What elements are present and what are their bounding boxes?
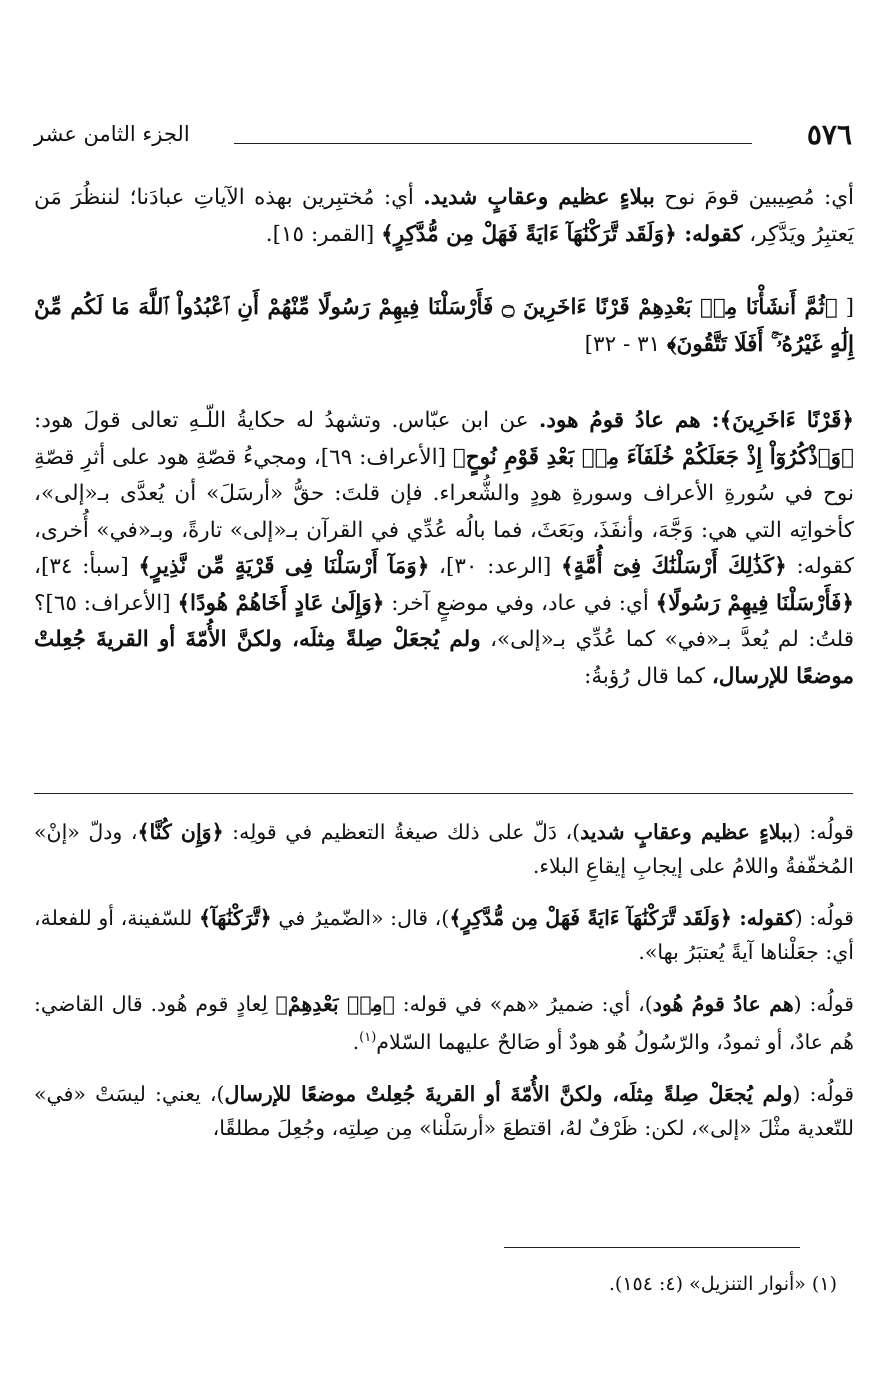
text: [الأعراف: ٦٥]؟ قلتُ: لم يُعدَّ بـ«في» كما عُدِّي بـ«إلى»،	[34, 590, 854, 652]
text: للسّفينة، أو للفعلة، أي: جعَلْناها آيةً يُعتبَرُ بها».	[34, 906, 854, 964]
page-header	[34, 118, 852, 158]
footnote-ref[interactable]: (١)	[359, 1030, 377, 1045]
quran-quote: ﴿وَلَقَد تَّرَكْنَٰهَآ ءَايَةً فَهَلْ مِن مُّدَّكِرٍ﴾	[449, 906, 732, 930]
bracket: [	[837, 295, 854, 320]
footnote: (١) «أنوار التنزيل» (٤: ١٥٤).	[608, 1273, 837, 1295]
quran-quote: ﴿وَإِن كُنَّا﴾	[137, 820, 224, 844]
citation: [الرعد: ٣٠]،	[429, 554, 561, 579]
quran-quote: ﴿وَمَآ أَرْسَلْنَا فِى قَرْيَةٍ مِّن نَّذِيرٍ﴾	[138, 554, 430, 579]
text: قولُه: (	[792, 820, 854, 844]
bold-phrase: ببلاءٍ عظيم وعقابٍ شديد.	[423, 185, 655, 210]
main-paragraph-2	[34, 403, 854, 695]
bold-phrase: ولم يُجعَلْ صِلةً مِثلَه، ولكنَّ الأُمّةَ أو القريةَ جُعِلتْ موضعًا للإرسال	[224, 1081, 793, 1106]
verse-range: ٣١ - ٣٢]	[584, 331, 668, 357]
text: كما قال رُؤبةُ:	[584, 663, 712, 689]
text: )، يعني: ليسَتْ «في» للتّعدية مثْلَ «إلى»، لكن: ظَرْفٌ لهُ، اقتطعَ «أرسَلْنا» مِن صِلتِه، وجُعِلَ مطلقًا،	[34, 1081, 854, 1140]
commentary-note-4	[34, 1077, 854, 1145]
quran-quote: ﴿وَلَقَد تَّرَكْنَٰهَآ ءَايَةً فَهَلْ مِن مُّدَّكِرٍ﴾	[381, 221, 685, 247]
text: قولُه: (	[794, 906, 854, 930]
text: )، قال: «الضّميرُ في	[271, 906, 450, 930]
text: عن ابن عبّاس. وتشهدُ له حكايةُ اللّـهِ تعالى قولَ هود:	[34, 408, 539, 433]
citation: [سبأ: ٣٤]،	[34, 554, 139, 579]
main-paragraph-1	[34, 180, 854, 253]
quran-quote: ﴿قَرْنًا ءَاخَرِينَ﴾	[719, 408, 854, 433]
page-number: ٥٧٦	[806, 118, 852, 151]
commentary-note-3	[34, 987, 854, 1059]
verse-block	[34, 290, 854, 363]
footnote-rule	[504, 1247, 800, 1248]
text: قولُه: (	[793, 992, 854, 1016]
quran-verse: ﴿ثُمَّ أَنشَأْنَا مِنۢ بَعْدِهِمْ قَرْنًا ءَاخَرِينَ ۝ فَأَرْسَلْنَا فِيهِمْ رَسُولًا مِّنْهُمْ أَنِ ٱعْبُدُواْ ٱللَّهَ مَا لَكُم مِّنْ إِلَٰهٍ غَيْرُهُۥٓ ۚ أَفَلَا تَتَّقُونَ﴾	[34, 295, 854, 357]
bold-phrase: : هم عادُ قومُ هود.	[538, 408, 720, 433]
commentary-section	[34, 815, 854, 1145]
text: [الأعراف: ٦٩]، ومجيءُ قصّةِ هود على أثرِ قصّةِ نوح في سُورةِ الأعراف وسورةِ هودٍ والشُّعراء. فإن قلتَ: حقُّ «أرسَلَ» أن يُعدَّى بـ«إلى»، كأخواتِه التي هي: وَجَّهَ، وأنفَذَ، وبَعَثَ، فما بالُه عُدِّي في القرآن بـ«إلى» تارةً، وبـ«في» أُخرى، كقوله:	[34, 444, 855, 579]
text: .	[352, 1029, 360, 1054]
text: قولُه: (	[792, 1081, 854, 1106]
text: )، دَلّ على ذلك صيغةُ التعظيم في قولِه:	[223, 820, 581, 844]
text: ، ودلّ «إنْ» المُخفّفةُ واللامُ على إيجابِ إيقاعِ البلاء.	[34, 820, 854, 878]
text: أي: مُصِيبين قومَ نوح	[654, 185, 854, 210]
text: )، أي: ضميرُ «هم» في قوله:	[394, 992, 653, 1016]
bold-phrase: ولم يُجعَلْ صِلةً مِثلَه، ولكنَّ الأُمّةَ أو القريةَ جُعِلتْ موضعًا للإرسال،	[34, 627, 854, 689]
header-rule	[234, 143, 752, 144]
bold-phrase: ببلاءٍ عظيم وعقابٍ شديد	[580, 820, 793, 844]
quran-quote: ﴿كَذَٰلِكَ أَرْسَلْنَٰكَ فِىٓ أُمَّةٍ﴾	[561, 554, 787, 579]
quran-quote: ﴿وَٱذْكُرُوٓاْ إِذْ جَعَلَكُمْ خُلَفَآءَ مِنۢ بَعْدِ قَوْمِ نُوحٍ﴾	[452, 444, 854, 470]
bold-phrase: هم عادُ قومُ هُود	[652, 992, 794, 1016]
running-head: الجزء الثامن عشر	[34, 122, 190, 146]
quran-quote: ﴿وَإِلَىٰ عَادٍ أَخَاهُمْ هُودًا﴾	[177, 590, 385, 616]
text: أي: في عاد، وفي موضعٍ آخر:	[384, 590, 656, 616]
commentary-note-1	[34, 815, 854, 883]
commentary-note-2	[34, 901, 854, 969]
bold-phrase: كقوله:	[684, 221, 743, 247]
bold-phrase: كقوله:	[731, 906, 795, 930]
text: أي: مُختبِرين بهذه الآياتِ عبادَنا؛ لننظُرَ مَن يَعتبِرُ ويَدَّكِر،	[34, 185, 854, 247]
quran-quote: ﴿مِنۢ بَعْدِهِمْ﴾	[275, 992, 395, 1016]
quran-quote: ﴿فَأَرْسَلْنَا فِيهِمْ رَسُولًا﴾	[655, 590, 854, 616]
quran-quote: ﴿تَّرَكْنَٰهَآ﴾	[198, 906, 272, 930]
commentary-divider	[34, 793, 853, 794]
citation: [القمر: ١٥].	[265, 221, 382, 247]
text: لِعادٍ قوم هُود. قال القاضي: هُم عادٌ، أو ثمودُ، والرّسُولُ هُو هودٌ أو صَالحٌ عليهما السّلام	[34, 992, 854, 1054]
